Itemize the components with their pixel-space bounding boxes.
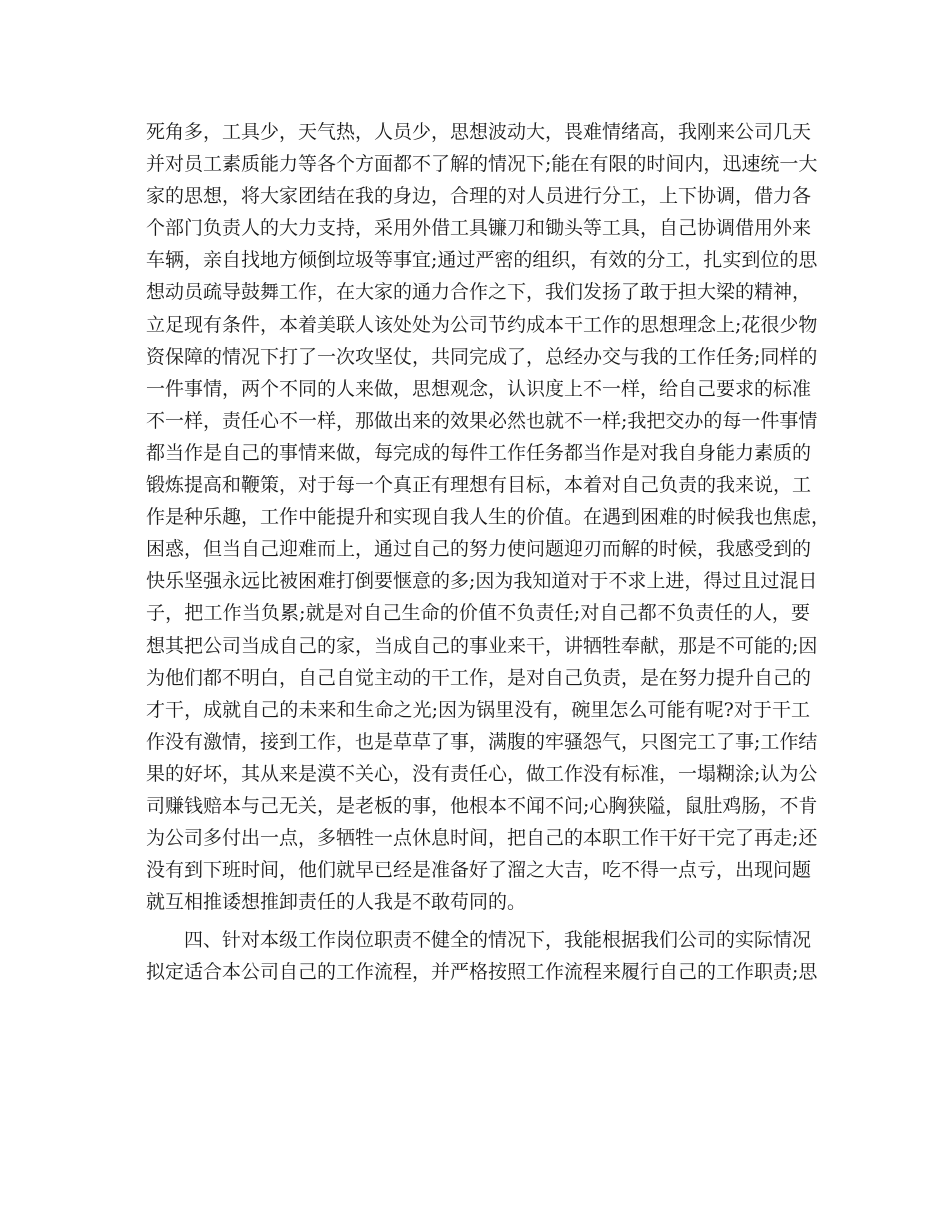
text-line: 才干，成就自己的未来和生命之光;因为锅里没有，碗里怎么可能有呢?对于干工 [146, 698, 810, 721]
document-body [146, 116, 831, 989]
text-line: 果的好坏，其从来是漠不关心，没有责任心，做工作没有标准，一塌糊涂;认为公 [146, 762, 818, 785]
text-line: 立足现有条件，本着美联人该处处为公司节约成本干工作的思想理念上;花很少物 [146, 313, 818, 336]
text-line: 一件事情，两个不同的人来做，思想观念，认识度上不一样，给自己要求的标准 [146, 377, 812, 400]
text-line: 困惑，但当自己迎难而上，通过自己的努力使问题迎刃而解的时候，我感受到的 [146, 538, 812, 561]
text-line: 就互相推诿想推卸责任的人我是不敢苟同的。 [146, 891, 527, 914]
text-line: 为他们都不明白，自己自觉主动的干工作，是对自己负责，是在努力提升自己的 [146, 666, 812, 689]
text-line: 快乐坚强永远比被困难打倒要惬意的多;因为我知道对于不求上进，得过且过混日 [146, 570, 818, 593]
text-line: 拟定适合本公司自己的工作流程，并严格按照工作流程来履行自己的工作职责;思 [146, 961, 818, 984]
paragraph-2 [146, 924, 818, 988]
text-line: 死角多，工具少，天气热，人员少，思想波动大，畏难情绪高，我刚来公司几天 [146, 121, 812, 143]
text-line: 并对员工素质能力等各个方面都不了解的情况下;能在有限的时间内，迅速统一大 [146, 153, 818, 176]
text-line: 都当作是自己的事情来做，每完成的每件工作任务都当作是对我自身能力素质的 [146, 441, 812, 464]
text-line: 不一样，责任心不一样，那做出来的效果必然也就不一样;我把交办的每一件事情 [146, 409, 818, 432]
text-line: 子，把工作当负累;就是对自己生命的价值不负责任;对自己都不负责任的人，要 [146, 602, 810, 625]
text-line: 想动员疏导鼓舞工作，在大家的通力合作之下，我们发扬了敢于担大梁的精神， [146, 281, 812, 304]
text-line: 锻炼提高和鞭策，对于每一个真正有理想有目标，本着对自己负责的我来说，工 [146, 474, 812, 497]
paragraph-1 [146, 116, 831, 918]
text-line: 四、针对本级工作岗位职责不健全的情况下，我能根据我们公司的实际情况 [184, 929, 812, 952]
text-line: 车辆，亲自找地方倾倒垃圾等事宜;通过严密的组织，有效的分工，扎实到位的思 [146, 249, 818, 272]
text-line: 资保障的情况下打了一次攻坚仗，共同完成了，总经办交与我的工作任务;同样的 [146, 345, 818, 368]
text-line: 为公司多付出一点，多牺牲一点休息时间，把自己的本职工作干好干完了再走;还 [146, 827, 818, 850]
text-line: 没有到下班时间，他们就早已经是准备好了溜之大吉，吃不得一点亏，出现问题 [146, 859, 812, 882]
text-line: 家的思想，将大家团结在我的身边，合理的对人员进行分工，上下协调，借力各 [146, 185, 812, 208]
text-line: 想其把公司当成自己的家，当成自己的事业来干，讲牺牲奉献，那是不可能的;因 [146, 634, 818, 657]
text-line: 个部门负责人的大力支持，采用外借工具镰刀和锄头等工具，自己协调借用外来 [146, 217, 812, 240]
text-line: 司赚钱赔本与己无关，是老板的事，他根本不闻不问;心胸狭隘，鼠肚鸡肠，不肯 [146, 794, 818, 817]
text-line: 作是种乐趣，工作中能提升和实现自我人生的价值。在遇到困难的时候我也焦虑， [146, 506, 831, 529]
text-line: 作没有激情，接到工作，也是草草了事，满腹的牢骚怨气，只图完工了事;工作结 [146, 730, 818, 753]
